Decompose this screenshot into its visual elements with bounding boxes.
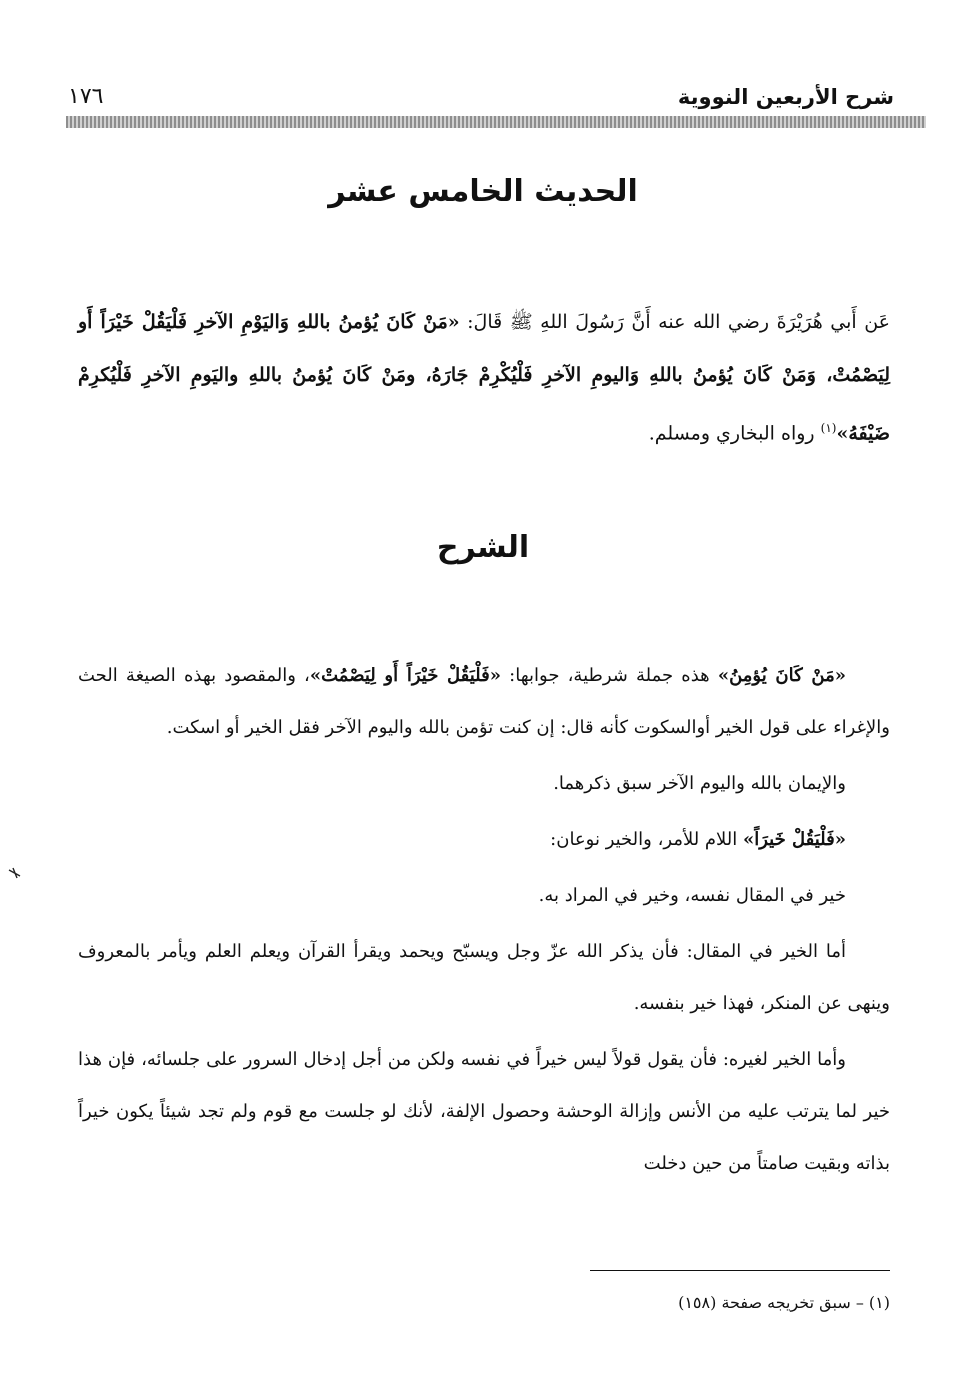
commentary-paragraph-4: خير في المقال نفسه، وخير في المراد به.: [538, 885, 846, 906]
page-number: ١٧٦: [68, 84, 104, 109]
footnote-divider: [590, 1270, 890, 1271]
book-title: شرح الأربعين النووية: [677, 85, 894, 109]
sharh-title: الشرح: [436, 530, 530, 565]
commentary-text: هذه جملة شرطية، جوابها:: [501, 665, 718, 686]
running-header: [68, 78, 894, 112]
footnote-reference[interactable]: (١): [820, 421, 837, 435]
quote-falyaqul-khayran: «فَلْيَقُلْ خَيرَاً»: [743, 829, 846, 850]
commentary-paragraph-6: وأما الخير لغيره: فأن يقول قولاً ليس خيراً في نفسه ولكن من أجل إدخال السرور على جلسائه، فإن هذا خير لما يترتب عليه من الأنس وإزالة الوحشة وحصول الإلفة، لأنك لو جلست مع قوم ولم تجد شيئاً يكون خيراً بذاته وبقيت صامتاً من حين دخلت: [78, 1049, 890, 1174]
commentary-paragraph-3: [78, 814, 890, 866]
commentary-body: [78, 650, 890, 1194]
hadith-paragraph: [78, 296, 890, 460]
hadith-source: رواه البخاري ومسلم.: [648, 422, 821, 445]
margin-scan-mark: [8, 866, 22, 880]
footnote: (١) – سبق تخريجه صفحة (١٥٨): [678, 1293, 890, 1312]
commentary-paragraph-1: [78, 650, 890, 754]
commentary-paragraph-5: أما الخير في المقال: فأن يذكر الله عزّ وجل ويسبّح ويحمد ويقرأ القرآن ويعلم العلم ويأمر بالمعروف وينهى عن المنكر، فهذا خير بنفسه.: [78, 941, 890, 1014]
header-divider: [66, 116, 926, 128]
hadith-intro: عَن أَبي هُرَيْرَةَ رضي الله عنه أَنَّ رَسُولَ اللهِ ﷺ قَالَ:: [459, 311, 890, 333]
commentary-text: اللام للأمر، والخير نوعان:: [550, 829, 743, 850]
commentary-text: ، والمقصود بهذه الصيغة الحث والإغراء على قول الخير أوالسكوت كأنه قال: إن كنت تؤمن بالله واليوم الآخر فقل الخير أو اسكت.: [78, 665, 890, 738]
hadith-title: الحديث الخامس عشر: [328, 174, 638, 209]
quote-falyaqul: «فَلْيَقُلْ خَيْرَاً أَو لِيَصْمُتْ»: [309, 665, 502, 686]
commentary-paragraph-2: والإيمان بالله واليوم الآخر سبق ذكرهما.: [553, 773, 846, 794]
quote-man-kana: «مَنْ كَانَ يُؤمِنُ»: [717, 665, 846, 686]
hadith-matn: «مَنْ كَانَ يُؤمنُ باللهِ وَاليَوْمِ الآخرِ فَلْيَقُلْ خَيْرَاً أَو لِيَصْمُتْ، وَمَنْ كَانَ يُؤمنُ باللهِ وَاليومِ الآخرِ فَلْيُكْرِمْ جَارَهُ، ومَنْ كَانَ يُؤمنُ باللهِ واليَومِ الآخرِ فَلْيُكرِمْ ضَيْفَهُ»: [78, 311, 890, 445]
